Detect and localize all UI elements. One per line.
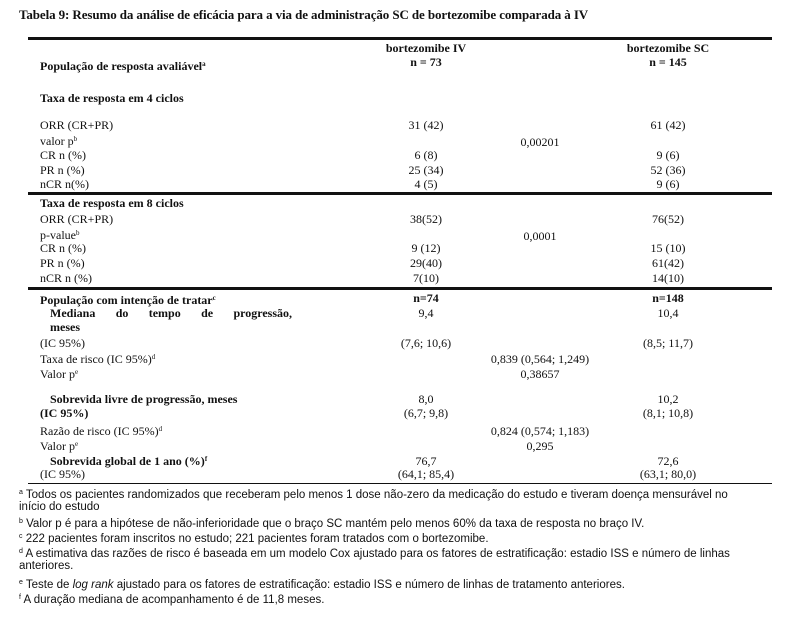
itt-sc-n: n=148 [652, 291, 684, 305]
itt-title: População com intenção de tratar$^c$ [40, 293, 216, 307]
table-top-rule [28, 37, 772, 40]
footnote-c: $^c$ 222 pacientes foram inscritos no estudo; 221 pacientes foram tratados com o bortezomibe. [19, 533, 489, 545]
ttp-label-unit: meses [50, 320, 80, 334]
pfs-p-label: Valor $p^e$ [40, 439, 79, 453]
itt-iv-n: n=74 [413, 291, 439, 305]
pfs-hr-label: Razão de risco (IC 95%)$^d$ [40, 424, 163, 438]
rr8-ncr-label: nCR n (%) [40, 271, 92, 285]
rr8-ncr-sc: 14(10) [652, 271, 684, 285]
rr8-orr-sc: 76(52) [652, 212, 684, 226]
ttp-ci-sc: (8,5; 11,7) [643, 336, 693, 350]
rr4-orr-sc: 61 (42) [650, 118, 686, 132]
rr4-ncr-iv: 4 (5) [414, 177, 438, 191]
pfs-p-value: 0,295 [526, 439, 554, 453]
rr8-cr-sc: 15 (10) [650, 241, 686, 255]
header-sc-n: n = 145 [649, 55, 687, 69]
os-iv: 76,7 [415, 454, 437, 468]
footnote-d-cont: anteriores. [19, 560, 74, 572]
rr8-orr-iv: 38(52) [410, 212, 442, 226]
rr4-cr-sc: 9 (6) [656, 148, 680, 162]
rr4-orr-iv: 31 (42) [408, 118, 444, 132]
rr8-top-rule [28, 192, 772, 195]
rr8-cr-label: CR n (%) [40, 241, 86, 255]
table-caption: Tabela 9: Resumo da análise de eficácia para a via de administração SC de bortezomibe comparada à IV [19, 7, 589, 22]
rr8-pr-label: PR n (%) [40, 256, 85, 270]
footnote-a-cont: início do estudo [19, 501, 100, 513]
pfs-hr-value: 0,824 (0,574; 1,183) [490, 424, 590, 438]
table-bottom-rule [28, 483, 772, 484]
header-row-label: População de resposta avaliável$^a$ [40, 59, 206, 73]
rr4-cr-label: CR n (%) [40, 148, 86, 162]
pfs-sc: 10,2 [657, 392, 679, 406]
rr8-p-value: 0,0001 [523, 229, 557, 243]
ttp-ci-iv: (7,6; 10,6) [400, 336, 452, 350]
ttp-ci-label: (IC 95%) [40, 336, 85, 350]
os-ci-label: (IC 95%) [40, 467, 85, 481]
rr8-p-label: p-value$^b$ [40, 228, 80, 242]
pfs-ci-iv: (6,7; 9,8) [403, 406, 449, 420]
rr8-pr-iv: 29(40) [410, 256, 442, 270]
pfs-ci-sc: (8,1; 10,8) [642, 406, 694, 420]
pfs-ci-label: (IC 95%) [40, 406, 89, 420]
footnote-b: $^b$ Valor p é para a hipótese de não-inferioridade que o braço SC mantém pelo menos 60% da taxa de resposta no braço IV. [19, 518, 645, 530]
ttp-label: Mediana do tempo de progressão, [50, 306, 292, 320]
rr4-pr-iv: 25 (34) [408, 163, 444, 177]
footnote-d: $^d$ A estimativa das razões de risco é baseada em um modelo Cox ajustado para os fatores de estratificação: estadio ISS e número de linhas [19, 548, 730, 560]
rr4-ncr-label: nCR n(%) [40, 177, 89, 191]
rr4-p-label: valor $p^b$ [40, 134, 78, 148]
itt-top-rule [28, 287, 772, 290]
rr4-pr-label: PR n (%) [40, 163, 85, 177]
rr4-pr-sc: 52 (36) [650, 163, 686, 177]
pfs-iv: 8,0 [418, 392, 434, 406]
ttp-hr-value: 0,839 (0,564; 1,249) [490, 352, 590, 366]
rr8-orr-label: ORR (CR+PR) [40, 212, 114, 226]
os-sc: 72,6 [657, 454, 679, 468]
ttp-iv: 9,4 [418, 306, 434, 320]
rr8-title: Taxa de resposta em 8 ciclos [40, 196, 184, 210]
os-ci-iv: (64,1; 85,4) [397, 467, 455, 481]
rr8-ncr-iv: 7(10) [413, 271, 439, 285]
rr8-cr-iv: 9 (12) [411, 241, 441, 255]
footnote-a: $^a$ Todos os pacientes randomizados que receberam pelo menos 1 dose não-zero da medicação do estudo e tiveram doença mensurável no [19, 489, 728, 501]
rr4-ncr-sc: 9 (6) [656, 177, 680, 191]
header-iv-name: bortezomibe IV [385, 41, 467, 55]
header-sc-name: bortezomibe SC [626, 41, 710, 55]
rr4-cr-iv: 6 (8) [414, 148, 438, 162]
rr4-title: Taxa de resposta em 4 ciclos [40, 91, 184, 105]
rr4-orr-label: ORR (CR+PR) [40, 118, 114, 132]
footnote-e: $^e$ Teste de log rank ajustado para os fatores de estratificação: estadio ISS e número de linhas de tratamento anteriores. [19, 579, 625, 591]
rr8-pr-sc: 61(42) [652, 256, 684, 270]
os-label: Sobrevida global de 1 ano (%)$^f$ [50, 454, 208, 468]
ttp-hr-label: Taxa de risco (IC 95%)$^d$ [40, 352, 156, 366]
pfs-label: Sobrevida livre de progressão, meses [50, 392, 238, 406]
ttp-p-label: Valor $p^e$ [40, 367, 79, 381]
ttp-p-value: 0,38657 [520, 367, 560, 381]
rr4-p-value: 0,00201 [520, 135, 560, 149]
footnote-f: $^f$ A duração mediana de acompanhamento é de 11,8 meses. [19, 594, 325, 606]
os-ci-sc: (63,1; 80,0) [639, 467, 697, 481]
ttp-sc: 10,4 [657, 306, 679, 320]
header-iv-n: n = 73 [410, 55, 442, 69]
